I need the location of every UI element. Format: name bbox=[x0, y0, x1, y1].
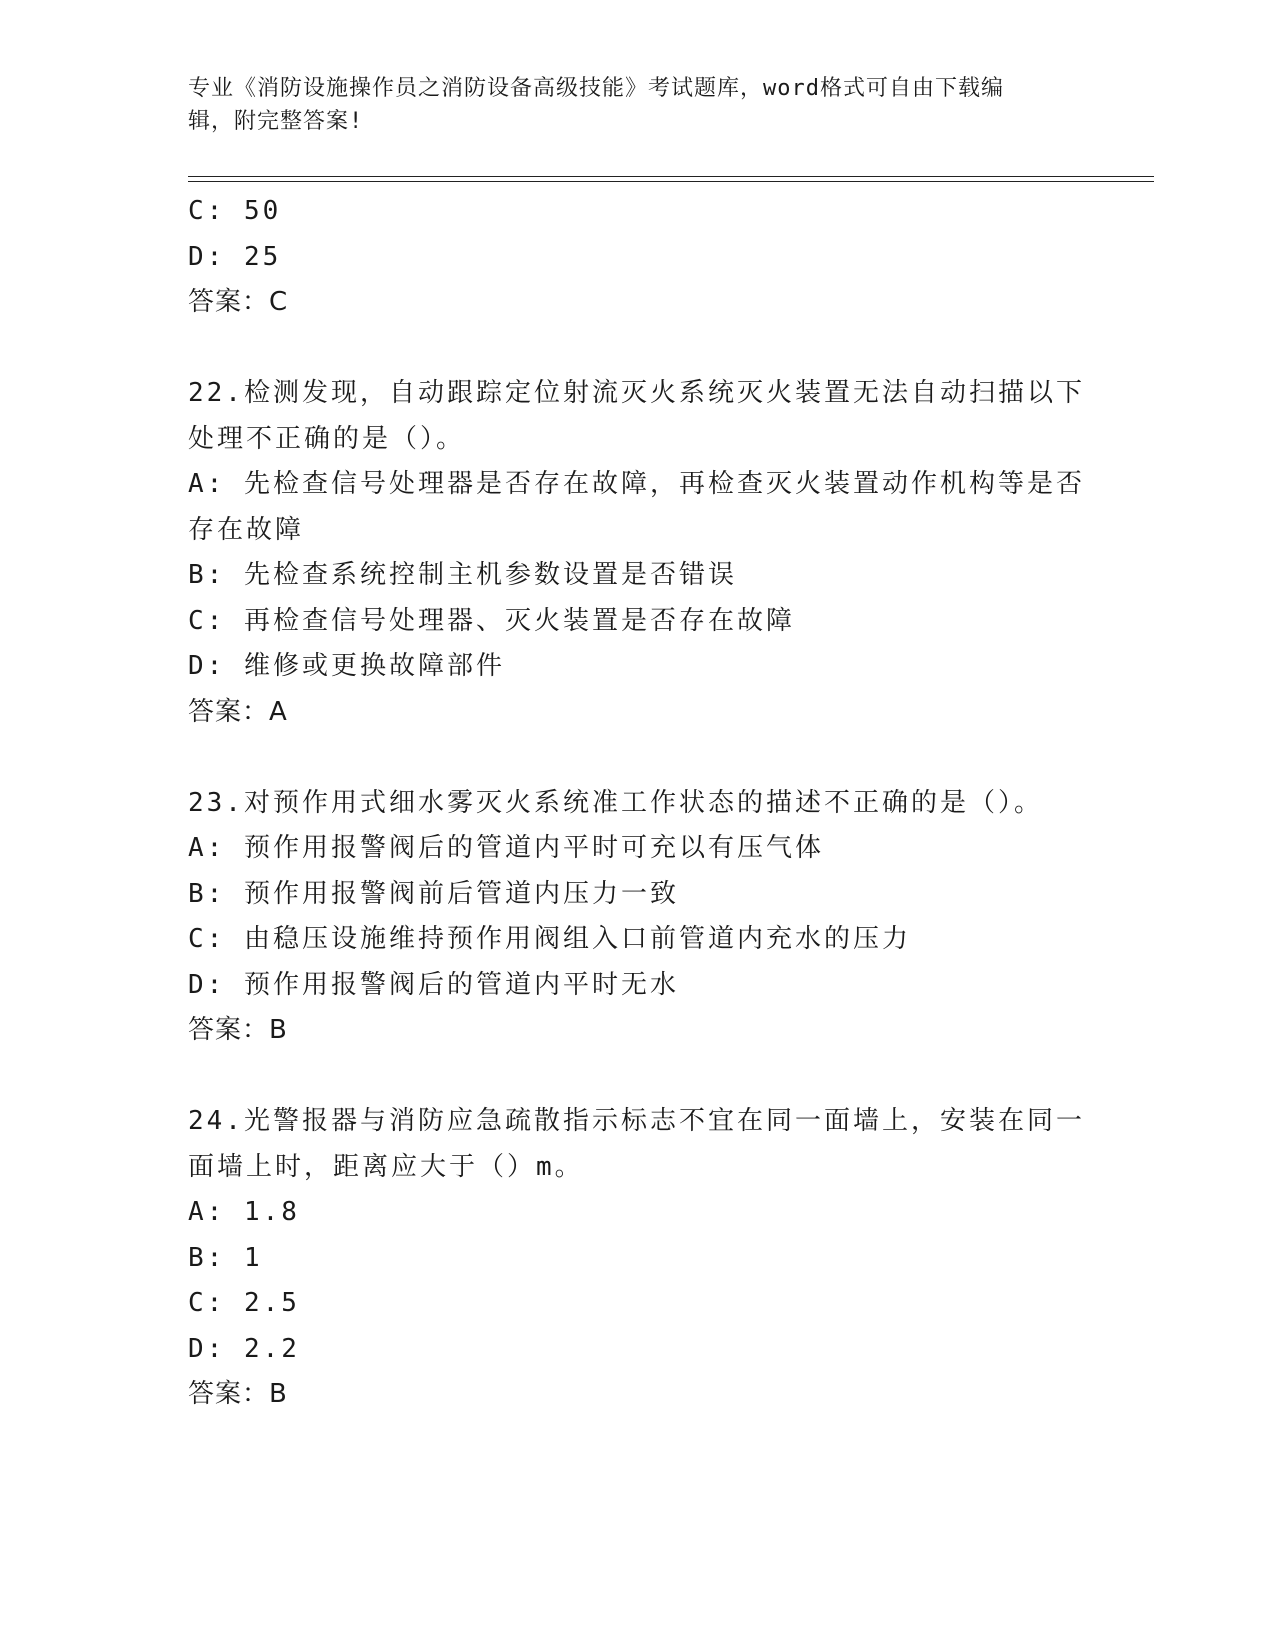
option-b: B: 先检查系统控制主机参数设置是否错误 bbox=[188, 560, 737, 590]
option-c: C: 由稳压设施维持预作用阀组入口前管道内充水的压力 bbox=[188, 924, 911, 954]
option-a: A: 1.8 bbox=[188, 1197, 300, 1227]
question-22 bbox=[188, 371, 1088, 735]
question-stem: 23.对预作用式细水雾灭火系统准工作状态的描述不正确的是（）。 bbox=[188, 787, 1043, 818]
question-list bbox=[188, 189, 1088, 1418]
option-c: C: 再检查信号处理器、灭火装置是否存在故障 bbox=[188, 605, 795, 636]
answer: 答案：C bbox=[188, 287, 289, 317]
answer: 答案：A bbox=[188, 696, 288, 727]
question-21-tail bbox=[188, 189, 1088, 326]
option-d: D: 预作用报警阀后的管道内平时无水 bbox=[188, 969, 679, 1000]
option-a-line-2: 存在故障 bbox=[188, 514, 305, 545]
option-a-line-1: A: 先检查信号处理器是否存在故障，再检查灭火装置动作机构等是否 bbox=[188, 469, 1085, 499]
question-stem-line-2: 面墙上时，距离应大于（）m。 bbox=[188, 1151, 584, 1182]
answer: 答案：B bbox=[188, 1015, 288, 1045]
option-d: D: 维修或更换故障部件 bbox=[188, 651, 505, 681]
question-23 bbox=[188, 781, 1088, 1054]
option-a: A: 预作用报警阀后的管道内平时可充以有压气体 bbox=[188, 833, 824, 863]
option-c: C: 2.5 bbox=[188, 1288, 300, 1318]
question-24 bbox=[188, 1099, 1088, 1418]
header-line-2: 辑，附完整答案! bbox=[188, 109, 364, 134]
option-b: B: 1 bbox=[188, 1242, 263, 1273]
option-d: D: 25 bbox=[188, 241, 282, 272]
question-stem-line-1: 22.检测发现，自动跟踪定位射流灭火系统灭火装置无法自动扫描以下 bbox=[188, 378, 1085, 408]
answer: 答案：B bbox=[188, 1379, 288, 1409]
header-line-1: 专业《消防设施操作员之消防设备高级技能》考试题库，word格式可自由下载编 bbox=[188, 76, 1004, 101]
question-stem-line-1: 24.光警报器与消防应急疏散指示标志不宜在同一面墙上，安装在同一 bbox=[188, 1106, 1085, 1136]
option-b: B: 预作用报警阀前后管道内压力一致 bbox=[188, 878, 679, 909]
option-d: D: 2.2 bbox=[188, 1333, 300, 1364]
header-divider-bottom bbox=[188, 181, 1154, 182]
question-stem-line-2: 处理不正确的是（）。 bbox=[188, 423, 466, 454]
header-divider-top bbox=[188, 176, 1154, 177]
option-c: C: 50 bbox=[188, 196, 282, 226]
document-header bbox=[188, 72, 1068, 138]
